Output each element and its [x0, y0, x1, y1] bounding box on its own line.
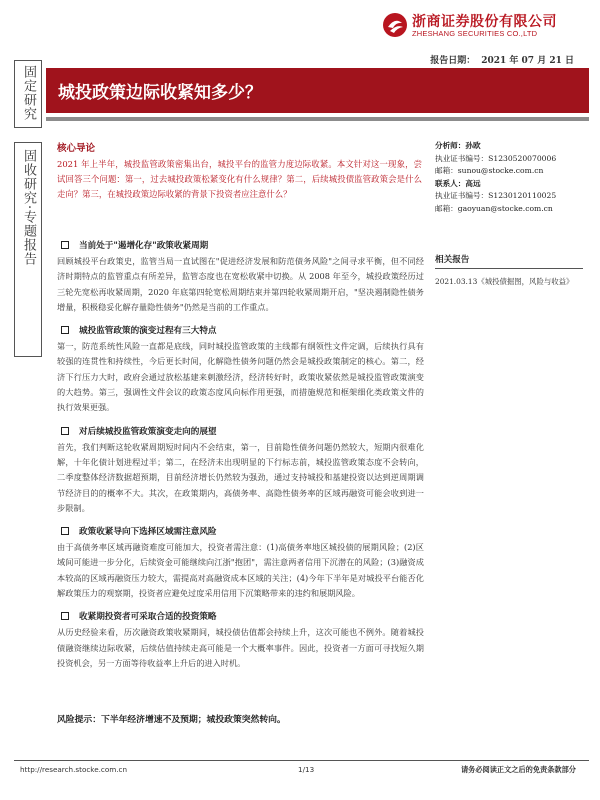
title-underline — [46, 117, 589, 121]
footer-divider — [14, 760, 589, 761]
analyst-1-email: 邮箱：sunou@stocke.com.cn — [435, 166, 544, 175]
analyst-2-label: 联系人： — [435, 178, 466, 188]
core-summary — [57, 140, 422, 202]
company-logo — [382, 10, 592, 40]
section-text: 由于高债务率区域再融资难度可能加大，投资者需注意：(1)高债务率地区城投债的展期风险；(2)区域间可能进一步分化，后续资金可能继续向江浙"抱团"，需注意两者信用下沉潜在的风险；(3)融资成本较高的区域再融资压力较大，需提高对高融资成本区域的关注；(4)今年下半年是对城投平台能否化解政策压力的观察期，投资者应避免过度采用信用下沉策略带来的违约和展期风险。 — [57, 542, 424, 599]
analyst-info — [435, 140, 595, 215]
bullet-square-icon — [61, 241, 69, 249]
bullet-square-icon — [61, 427, 69, 435]
subcategory-label: 固收研究·专题报告 — [21, 149, 36, 267]
analyst-2-email: 邮箱：gaoyuan@stocke.com.cn — [435, 203, 553, 213]
main-sections — [57, 238, 424, 679]
section-heading-text: 当前处于"遏增化存"政策收紧周期 — [79, 241, 209, 251]
core-text: 2021 年上半年，城投监管政策密集出台，城投平台的监管力度边际收紧。本文针对这一现象，尝试回答三个问题：第一，过去城投政策松紧变化有什么规律？第二，后续城投债监管政策会是什么走向？第三，在城投政策边际收紧的背景下投资者应注意什么？ — [57, 159, 422, 199]
footer-disclaimer: 请务必阅读正文之后的免责条款部分 — [460, 765, 576, 774]
section — [57, 524, 424, 601]
section-text: 第一，防范系统性风险一直都是底线，同时城投监管政策的主线都有纲领性文件定调，后续执行具有较强的连贯性和持续性，今后更长时间，化解隐性债务问题仍然会是城投政策制定的核心。第二，经济下行压力大时，政府会通过放松基建来刺激经济，经济转好时，政策收紧依然是城投监管政策演变的大趋势。第三，强调性文件会议的政策态度风向标作用更强，而措施规范和框架细化类政策文件的执行效果更强。 — [57, 341, 424, 413]
category-label: 固定研究 — [21, 65, 36, 121]
section-heading-text: 政策收紧导向下选择区域需注意风险 — [79, 527, 217, 538]
related-report-link[interactable]: 2021.03.13《城投债掘图，风险与收益》 — [435, 277, 574, 286]
related-title: 相关报告 — [435, 253, 583, 269]
report-date-value: 2021 年 07 月 21 日 — [481, 56, 574, 66]
risk-warning: 风险提示：下半年经济增速不及预期；城投政策突然转向。 — [57, 715, 286, 725]
analyst-1 — [435, 140, 595, 153]
bullet-square-icon — [61, 326, 69, 334]
subcategory-box — [14, 142, 42, 357]
section — [57, 424, 424, 516]
analyst-1-cert: 执业证书编号：S1230520070006 — [435, 153, 557, 163]
analyst-2 — [435, 178, 595, 191]
report-date-label: 报告日期： — [430, 56, 476, 66]
page-number: 1/13 — [298, 765, 315, 774]
section — [57, 609, 424, 671]
bullet-square-icon — [61, 527, 69, 535]
section-text: 首先，我们判断这轮收紧周期短时间内不会结束，第一，目前隐性债务问题仍然较大，短期内很难化解，十年化债计划进程过半；第二，在经济未出现明显的下行标志前，城投监管政策态度不会转向，二季度整体经济数据超预期，目前经济增长仍然较为强劲，通过支持城投和基建投资以达到逆周期调节经济目的的概率不大。其次，在政策期内，高债务率、高隐性债务率的区域再融资可能会收到进一步限制。 — [57, 441, 424, 513]
title-banner — [46, 68, 589, 113]
page-title: 城投政策边际收紧知多少？ — [58, 83, 262, 103]
core-heading: 核心导论 — [57, 143, 96, 154]
company-name-en: ZHESHANG SECURITIES CO.,LTD — [412, 29, 538, 38]
section-heading-text: 对后续城投监管政策演变走向的展望 — [79, 426, 217, 437]
section-heading — [67, 424, 424, 438]
sidebar — [14, 60, 46, 357]
section-text: 从历史经验来看，历次融资政策收紧期间，城投债估值都会持续上升，这次可能也不例外。随着城投债融资继续边际收紧，后续估值持续走高可能是一个大概率事件。因此，投资者一方面可寻找短久期投资机会，另一方面等待收益率上升后的进入时机。 — [57, 627, 424, 668]
analyst-2-name: 高远 — [465, 178, 481, 188]
section-heading-text: 收紧期投资者可采取合适的投资策略 — [79, 612, 217, 623]
report-date — [424, 53, 574, 66]
section-heading-text: 城投监管政策的演变过程有三大特点 — [79, 326, 217, 337]
footer-url[interactable]: http://research.stocke.com.cn — [20, 765, 128, 774]
section-heading — [67, 609, 424, 623]
bullet-square-icon — [61, 612, 69, 620]
analyst-2-cert: 执业证书编号：S1230120110025 — [435, 191, 557, 200]
section — [57, 323, 424, 415]
company-logo-icon — [382, 12, 408, 38]
analyst-1-label: 分析师： — [435, 141, 466, 150]
analyst-1-name: 孙欧 — [465, 141, 481, 150]
section-heading — [67, 238, 424, 252]
related-reports — [435, 253, 585, 289]
company-name-cn: 浙商证券股份有限公司 — [412, 13, 557, 29]
section — [57, 238, 424, 315]
section-text: 回顾城投平台政策史，监管当局一直试图在"促进经济发展和防范债务风险"之间寻求平衡，但不同经济时期特点的监管重点有所差异，监管态度也在宽松收紧中切换。从 2008 年至今，城投政策经历过三轮先宽松再收紧周期，2020 年底第四轮宽松周期结束并第四轮收紧周期开启，"坚决遏制隐性债务增量，积极稳妥化解存量隐性债务"仍然是当前的工作重点。 — [57, 256, 424, 312]
section-heading — [67, 524, 424, 538]
section-heading — [67, 323, 424, 337]
category-box — [14, 60, 42, 128]
